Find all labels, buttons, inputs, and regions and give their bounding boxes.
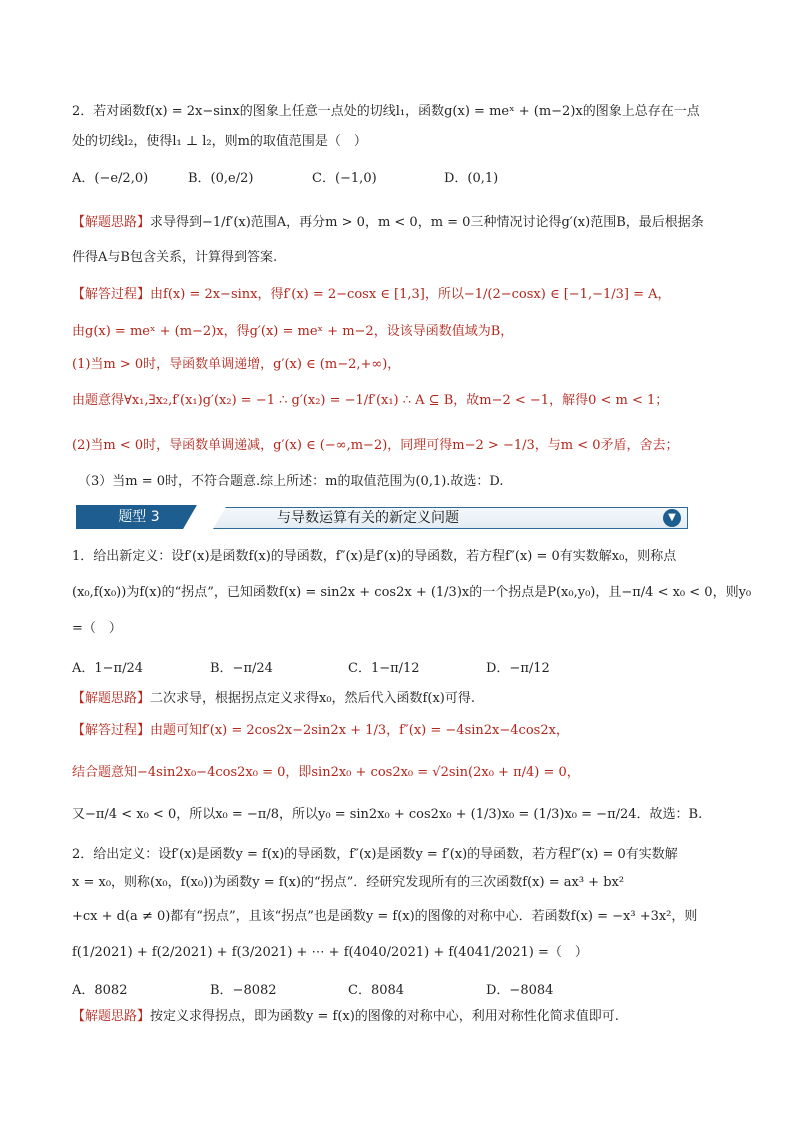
q2a-option-d: D．(0,1) bbox=[444, 171, 499, 186]
q1-idea-line1 bbox=[72, 690, 475, 708]
q1-option-b: B．−π/24 bbox=[210, 661, 273, 676]
q1-proc-line1 bbox=[72, 722, 569, 740]
q2a-stem-line1: 2．若对函数f(x) = 2x−sinx的图象上任意一点处的切线l₁，函数g(x) = meˣ + (m−2)x的图象上总存在一点 bbox=[72, 104, 700, 119]
q2b-stem-line3: +cx + d(a ≠ 0)都有“拐点”，且该“拐点”也是函数y = f(x)的图像的对称中心．若函数f(x) = −x³ +3x²，则 bbox=[72, 909, 698, 924]
q2a-proc-line6: （3）当m = 0时，不符合题意.综上所述：m的取值范围为(0,1).故选：D. bbox=[78, 474, 504, 489]
q2a-proc-text: 由f(x) = 2x−sinx，得f′(x) = 2−cosx ∈ [1,3]，所以−1/(2−cosx) ∈ [−1,−1/3] = A， bbox=[150, 287, 671, 302]
q2b-idea-text: 按定义求得拐点，即为函数y = f(x)的图像的对称中心，利用对称性化简求值即可. bbox=[150, 1009, 619, 1024]
q1-proc-line3: 又−π/4 < x₀ < 0，所以x₀ = −π/8，所以y₀ = sin2x₀ + cos2x₀ + (1/3)x₀ = (1/3)x₀ = −π/24．故选：B. bbox=[72, 807, 703, 822]
q2b-option-a: A．8082 bbox=[72, 983, 128, 998]
q2a-idea-line1 bbox=[72, 214, 704, 232]
q2a-option-a: A．(−e/2,0) bbox=[72, 171, 149, 186]
q2a-stem-line2: 处的切线l₂，使得l₁ ⊥ l₂，则m的取值范围是（ ） bbox=[72, 134, 367, 149]
idea-tag: 【解题思路】 bbox=[72, 215, 151, 230]
q2b-option-b: B．−8082 bbox=[210, 983, 277, 998]
q1-stem-line3: =（ ） bbox=[72, 621, 122, 636]
q2b-idea-line1 bbox=[72, 1008, 619, 1026]
q1-stem-line2: (x₀,f(x₀))为f(x)的“拐点”，已知函数f(x) = sin2x + cos2x + (1/3)x的一个拐点是P(x₀,y₀)，且−π/4 < x₀ < 0，则y₀ bbox=[72, 585, 752, 600]
q2b-stem-line4: f(1/2021) + f(2/2021) + f(3/2021) + ⋯ + f(4040/2021) + f(4041/2021) =（ ） bbox=[72, 945, 588, 960]
banner-title: 与导数运算有关的新定义问题 bbox=[277, 510, 459, 526]
section-banner bbox=[76, 505, 676, 529]
q2a-proc-line2: 由g(x) = meˣ + (m−2)x，得g′(x) = meˣ + m−2，设该导函数值域为B， bbox=[72, 324, 514, 339]
q1-proc-text: 由题可知f′(x) = 2cos2x−2sin2x + 1/3，f″(x) = −4sin2x−4cos2x， bbox=[150, 723, 569, 738]
q2b-option-c: C．8084 bbox=[348, 983, 405, 998]
idea-tag: 【解题思路】 bbox=[72, 691, 151, 706]
q1-option-d: D．−π/12 bbox=[486, 661, 550, 676]
banner-label: 题型 3 bbox=[76, 505, 202, 529]
q1-idea-text: 二次求导，根据拐点定义求得x₀，然后代入函数f(x)可得. bbox=[150, 691, 475, 706]
q2b-stem-line1: 2．给出定义：设f′(x)是函数y = f(x)的导函数，f″(x)是函数y = f′(x)的导函数，若方程f″(x) = 0有实数解 bbox=[72, 847, 678, 862]
q1-proc-line2: 结合题意知−4sin2x₀−4cos2x₀ = 0，即sin2x₀ + cos2x₀ = √2sin(2x₀ + π/4) = 0， bbox=[72, 765, 580, 780]
q2a-option-b: B．(0,e/2) bbox=[188, 171, 254, 186]
banner-title-box bbox=[202, 507, 688, 529]
q2a-proc-line1 bbox=[72, 286, 671, 304]
proc-tag: 【解答过程】 bbox=[72, 287, 151, 302]
q2a-idea-text: 求导得到−1/f′(x)范围A，再分m > 0，m < 0，m = 0三种情况讨论得g′(x)范围B，最后根据条 bbox=[150, 215, 704, 230]
q1-stem-line1: 1．给出新定义：设f′(x)是函数f(x)的导函数，f″(x)是f′(x)的导函数，若方程f″(x) = 0有实数解x₀，则称点 bbox=[72, 549, 677, 564]
chevron-down-icon: ▼ bbox=[663, 509, 681, 527]
q2a-idea-line2: 件得A与B包含关系，计算得到答案. bbox=[72, 250, 278, 265]
q2a-option-c: C．(−1,0) bbox=[312, 171, 377, 186]
idea-tag: 【解题思路】 bbox=[72, 1009, 151, 1024]
q2a-proc-line3: (1)当m > 0时，导函数单调递增，g′(x) ∈ (m−2,+∞)， bbox=[72, 357, 401, 372]
q2b-stem-line2: x = x₀，则称(x₀，f(x₀))为函数y = f(x)的“拐点”．经研究发现所有的三次函数f(x) = ax³ + bx² bbox=[72, 875, 625, 890]
q1-option-a: A．1−π/24 bbox=[72, 661, 144, 676]
q2a-proc-line5: (2)当m < 0时，导函数单调递减，g′(x) ∈ (−∞,m−2)，同理可得m−2 > −1/3，与m < 0矛盾，舍去； bbox=[72, 438, 679, 453]
q2a-proc-line4: 由题意得∀x₁,∃x₂,f′(x₁)g′(x₂) = −1 ∴ g′(x₂) = −1/f′(x₁) ∴ A ⊆ B，故m−2 < −1，解得0 < m < 1； bbox=[72, 393, 669, 408]
q1-option-c: C．1−π/12 bbox=[348, 661, 420, 676]
proc-tag: 【解答过程】 bbox=[72, 723, 151, 738]
q2b-option-d: D．−8084 bbox=[486, 983, 554, 998]
